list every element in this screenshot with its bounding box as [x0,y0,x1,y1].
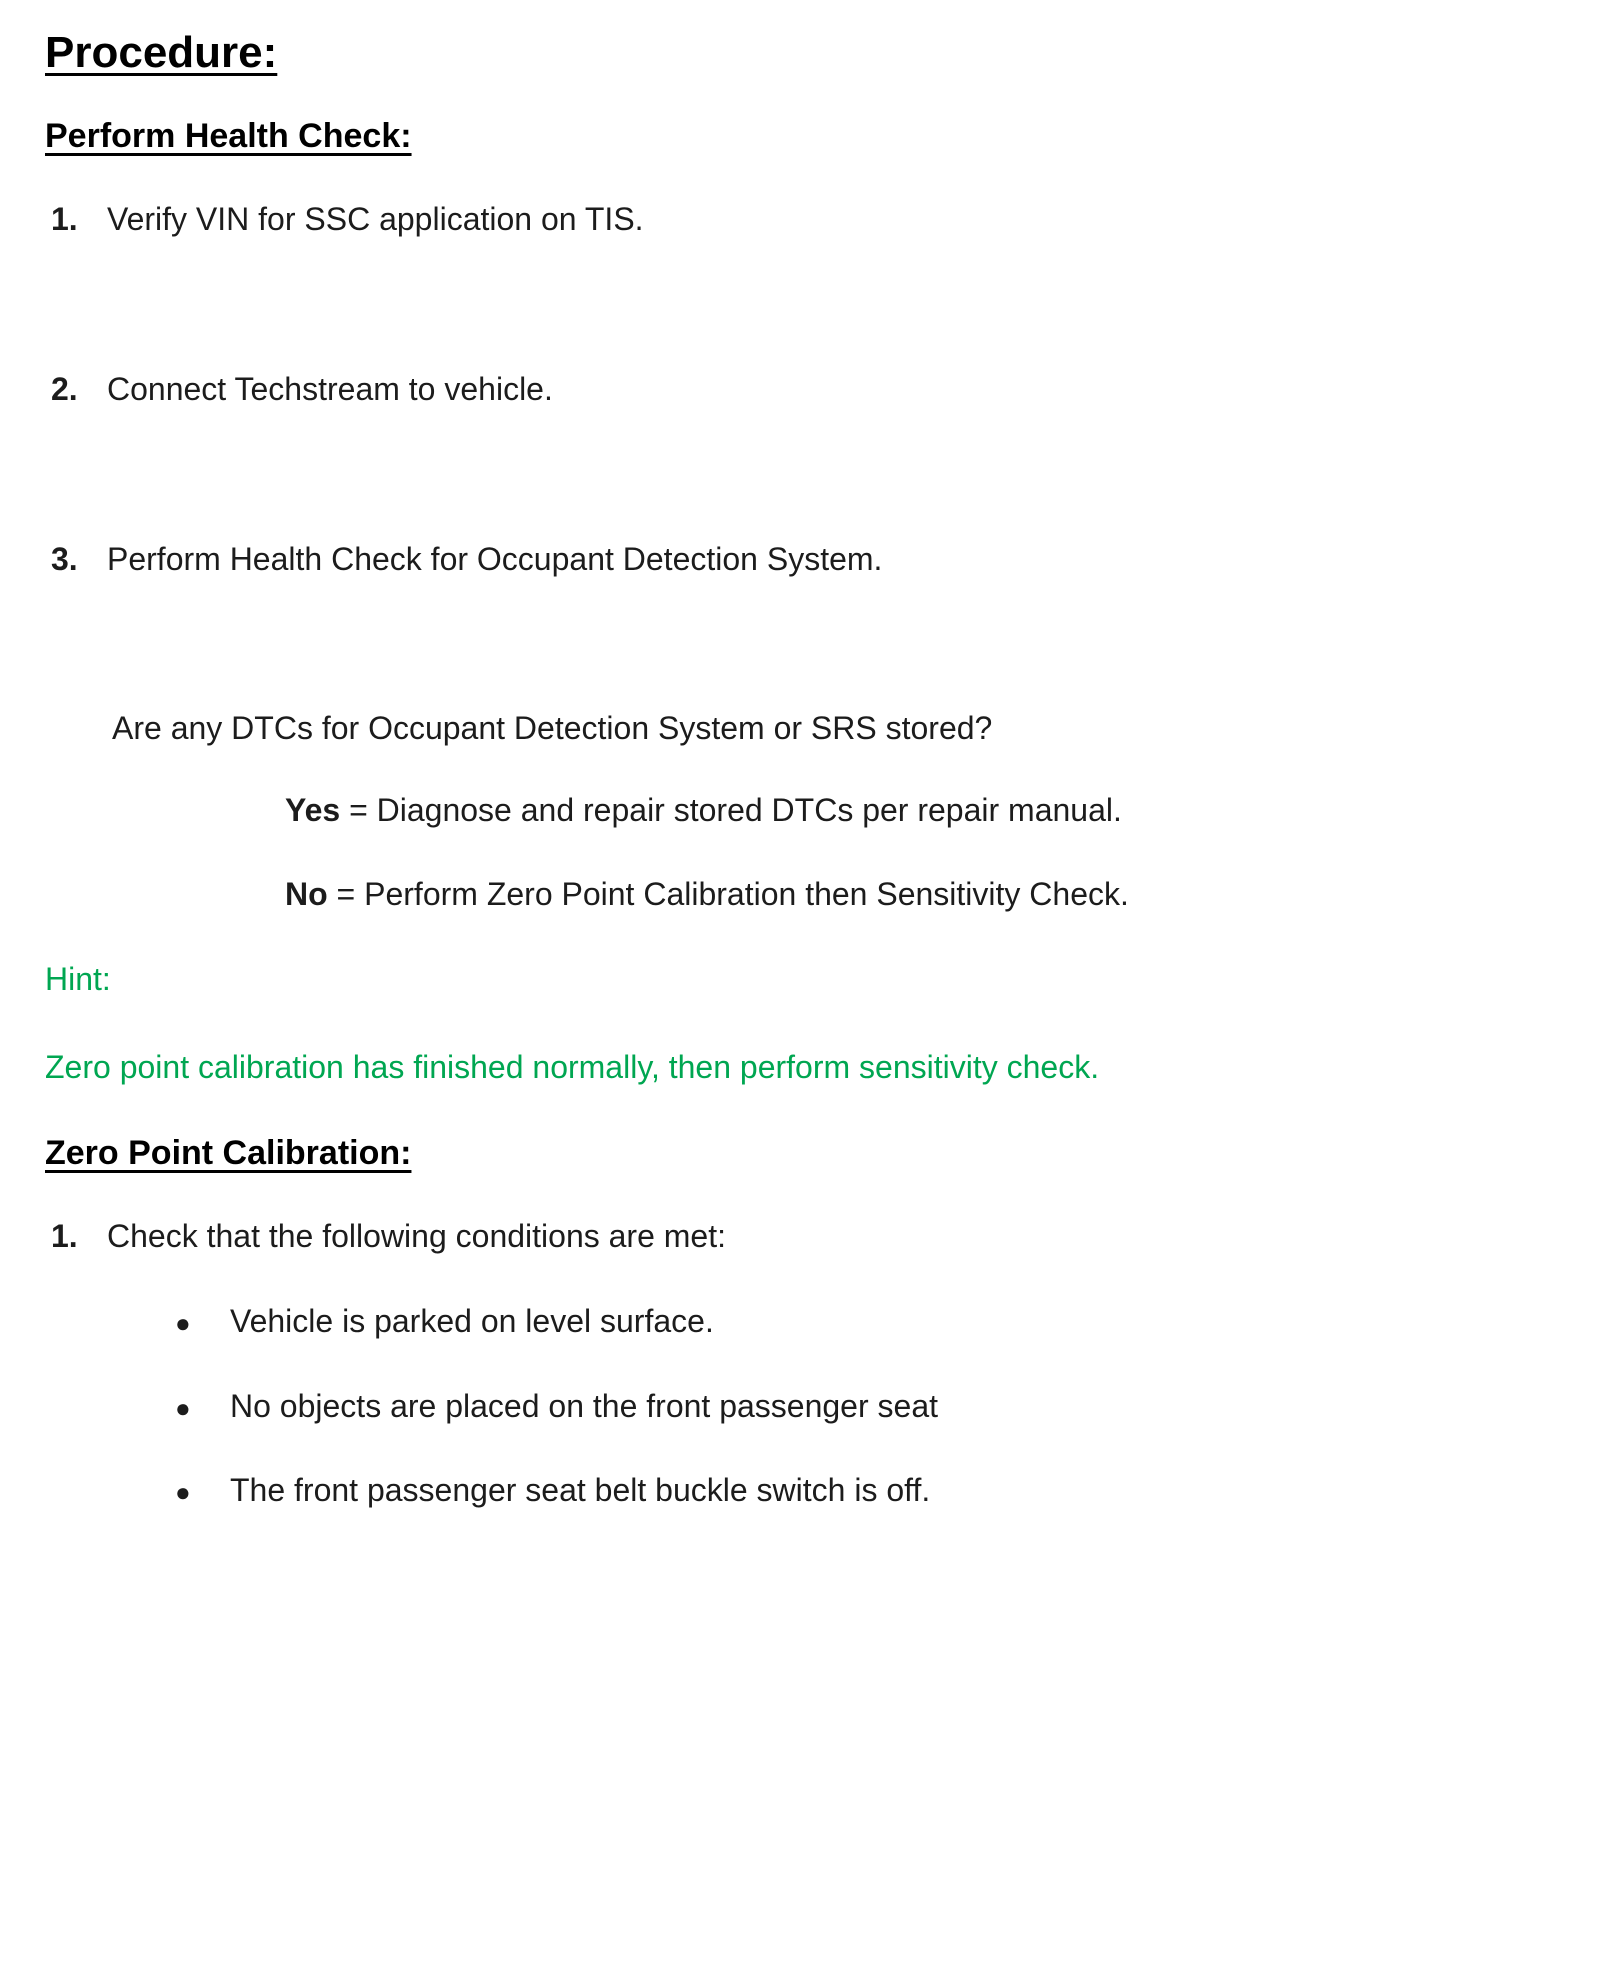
step-number: 1. [51,1218,78,1255]
bullet-icon: ● [175,1307,191,1338]
page-title: Procedure: [45,28,278,77]
answer-yes-text: = Diagnose and repair stored DTCs per repair manual. [340,791,1122,828]
step-text: Connect Techstream to vehicle. [107,370,553,407]
step-text: Check that the following conditions are met: [107,1218,726,1255]
zero-point-heading: Zero Point Calibration: [45,1134,412,1173]
list-item [175,1470,1563,1512]
step-number: 2. [51,370,78,407]
bullet-icon: ● [175,1477,191,1508]
answer-yes [285,790,1563,832]
list-item [45,539,1563,581]
step-text: Perform Health Check for Occupant Detection System. [107,540,883,577]
answer-yes-label: Yes [285,791,341,828]
list-item [175,1386,1563,1428]
step-number: 3. [51,540,78,577]
bullet-icon: ● [175,1392,191,1423]
hint-label: Hint: [45,960,111,997]
dtc-question: Are any DTCs for Occupant Detection System or SRS stored? [112,710,993,747]
list-item [45,1216,1563,1258]
answer-no [285,874,1563,916]
bullet-text: No objects are placed on the front passenger seat [230,1387,938,1424]
health-check-heading: Perform Health Check: [45,117,412,156]
step-text: Verify VIN for SSC application on TIS. [107,201,644,238]
hint-text: Zero point calibration has finished normally, then perform sensitivity check. [45,1048,1100,1085]
list-item [175,1301,1563,1343]
list-item [45,369,1563,411]
bullet-text: The front passenger seat belt buckle switch is off. [230,1472,931,1509]
step-number: 1. [51,201,78,238]
list-item [45,199,1563,241]
answer-no-text: = Perform Zero Point Calibration then Sensitivity Check. [327,876,1129,913]
answer-no-label: No [285,876,328,913]
bullet-text: Vehicle is parked on level surface. [230,1302,714,1339]
